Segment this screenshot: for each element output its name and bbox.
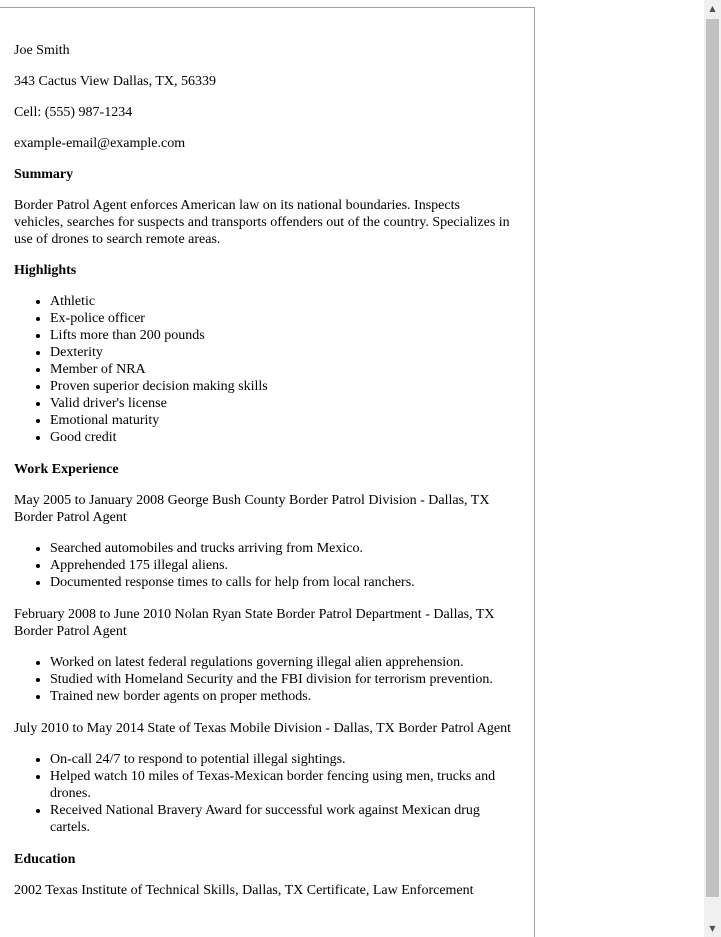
scroll-up-arrow-icon[interactable]: ▲ [709,4,716,13]
contact-name: Joe Smith [14,43,70,58]
vertical-scrollbar[interactable] [704,0,721,937]
contact-email: example-email@example.com [14,136,186,151]
resume-document [0,7,535,937]
list-item: • Searched automobiles and trucks arriving from Mexico. [50,540,512,557]
list-item: • Apprehended 175 illegal aliens. [50,557,512,574]
contact-address: 343 Cactus View Dallas, TX, 56339 [14,74,217,89]
list-item: • Helped watch 10 miles of Texas-Mexican border fencing using men, trucks and drones. [50,768,512,802]
list-item: • Good credit [50,429,512,446]
highlights-heading: Highlights [14,263,77,278]
job-bullets [14,540,512,591]
list-item: • Lifts more than 200 pounds [50,327,512,344]
list-item: • Studied with Homeland Security and the FBI division for terrorism prevention. [50,671,512,688]
summary-heading: Summary [14,167,74,182]
list-item: • Documented response times to calls for help from local ranchers. [50,574,512,591]
scroll-down-arrow-icon[interactable]: ▼ [709,924,716,933]
list-item: • Valid driver's license [50,395,512,412]
list-item: • On-call 24/7 to respond to potential illegal sightings. [50,751,512,768]
list-item: • Ex-police officer [50,310,512,327]
list-item: • Received National Bravery Award for successful work against Mexican drug cartels. [50,802,512,836]
job-bullets [14,751,512,836]
list-item: • Member of NRA [50,361,512,378]
job-bullets [14,654,512,705]
contact-phone: Cell: (555) 987-1234 [14,105,133,120]
job-header: February 2008 to June 2010 Nolan Ryan State Border Patrol Department - Dallas, TX Border Patrol Agent [14,607,495,639]
education-text: 2002 Texas Institute of Technical Skills, Dallas, TX Certificate, Law Enforcement [14,883,474,898]
highlights-list [14,293,512,446]
job-header: May 2005 to January 2008 George Bush County Border Patrol Division - Dallas, TX Border Patrol Agent [14,493,490,525]
list-item: • Trained new border agents on proper methods. [50,688,512,705]
education-heading: Education [14,852,76,867]
list-item: • Worked on latest federal regulations governing illegal alien apprehension. [50,654,512,671]
experience-heading: Work Experience [14,462,119,477]
scrollbar-thumb[interactable] [706,19,719,897]
summary-text: Border Patrol Agent enforces American law on its national boundaries. Inspects vehicles, searches for suspects and transports offenders out of the country. Specializes in use of drones to search remote areas. [14,198,510,247]
list-item: • Proven superior decision making skills [50,378,512,395]
list-item: • Emotional maturity [50,412,512,429]
list-item: • Athletic [50,293,512,310]
job-header: July 2010 to May 2014 State of Texas Mobile Division - Dallas, TX Border Patrol Agent [14,721,512,736]
list-item: • Dexterity [50,344,512,361]
